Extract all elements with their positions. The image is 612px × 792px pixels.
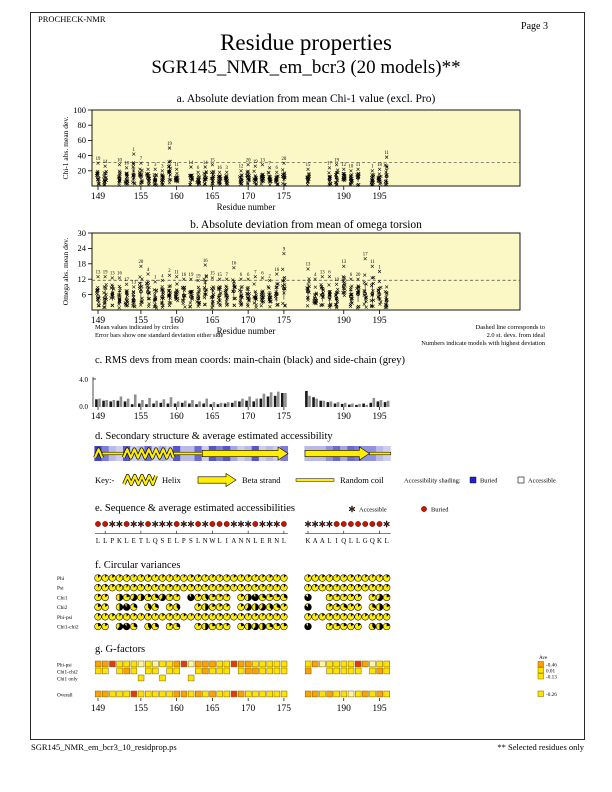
svg-text:N: N: [202, 538, 208, 545]
svg-text:L: L: [327, 538, 332, 545]
svg-text:Accessible: Accessible: [528, 477, 556, 485]
app-label: PROCHECK-NMR: [38, 14, 106, 24]
svg-text:12: 12: [77, 274, 86, 284]
svg-text:L: L: [217, 538, 222, 545]
svg-text:N: N: [238, 538, 244, 545]
svg-text:165: 165: [205, 192, 220, 202]
section-d-title: d. Secondary structure & average estimated accessibility: [95, 431, 333, 442]
svg-text:11: 11: [355, 163, 361, 169]
svg-text:15: 15: [210, 158, 215, 164]
svg-text:17: 17: [124, 278, 129, 284]
svg-text:13: 13: [95, 270, 101, 276]
svg-text:40: 40: [77, 150, 86, 161]
svg-text:19: 19: [252, 160, 258, 166]
svg-text:195: 195: [372, 704, 387, 714]
svg-text:80: 80: [77, 120, 86, 130]
svg-text:160: 160: [169, 704, 184, 714]
svg-text:149: 149: [90, 316, 106, 326]
footnote-model-numbers: Numbers indicate models with highest deviation: [421, 340, 545, 347]
svg-text:155: 155: [133, 316, 149, 326]
svg-text:7: 7: [254, 270, 257, 276]
svg-text:11: 11: [174, 163, 179, 169]
page-title: Residue properties: [220, 30, 392, 55]
svg-text:-0.46: -0.46: [546, 662, 557, 669]
svg-text:Chi1 only: Chi1 only: [57, 676, 78, 683]
svg-text:30: 30: [77, 227, 86, 238]
svg-text:16: 16: [274, 267, 280, 273]
svg-text:11: 11: [370, 260, 375, 266]
svg-text:L: L: [355, 538, 361, 545]
svg-text:1: 1: [371, 164, 374, 170]
svg-text:175: 175: [276, 704, 292, 714]
svg-text:6: 6: [275, 166, 278, 172]
svg-text:1: 1: [132, 147, 135, 153]
svg-text:-0.26: -0.26: [546, 692, 557, 698]
svg-text:3: 3: [153, 163, 157, 169]
svg-text:Accessible: Accessible: [359, 506, 387, 514]
svg-text:Key:-: Key:-: [95, 475, 115, 485]
svg-text:0.0: 0.0: [79, 403, 88, 411]
svg-text:Psi: Psi: [57, 585, 64, 592]
svg-text:Beta strand: Beta strand: [242, 475, 281, 485]
svg-text:155: 155: [133, 412, 149, 422]
svg-text:10: 10: [348, 164, 354, 170]
svg-text:4.0: 4.0: [79, 376, 88, 384]
svg-text:20: 20: [245, 158, 251, 164]
svg-text:19: 19: [167, 141, 172, 147]
svg-text:0.01: 0.01: [546, 668, 556, 675]
svg-text:13: 13: [131, 280, 137, 286]
svg-text:175: 175: [276, 412, 292, 422]
svg-text:13: 13: [260, 158, 265, 164]
svg-text:100: 100: [73, 104, 86, 115]
svg-text:6: 6: [349, 273, 353, 278]
svg-text:1: 1: [153, 275, 157, 281]
svg-text:K: K: [377, 538, 382, 545]
svg-text:6: 6: [196, 166, 200, 172]
svg-text:Chi1: Chi1: [57, 595, 68, 602]
svg-text:T: T: [138, 538, 143, 545]
svg-text:20: 20: [355, 273, 361, 278]
svg-text:170: 170: [241, 192, 256, 202]
svg-text:L: L: [103, 538, 108, 545]
svg-text:L: L: [145, 538, 151, 545]
svg-text:L: L: [281, 538, 286, 545]
svg-text:149: 149: [90, 412, 106, 422]
chart-c-rms-devs: [79, 376, 389, 422]
svg-text:195: 195: [372, 192, 387, 202]
svg-text:19: 19: [334, 158, 339, 164]
svg-text:-0.13: -0.13: [546, 674, 557, 681]
svg-text:11: 11: [384, 150, 389, 156]
svg-text:13: 13: [109, 271, 115, 277]
svg-text:20: 20: [281, 157, 287, 162]
chart-a-chi1-deviation: [61, 105, 520, 212]
svg-text:9: 9: [282, 247, 286, 253]
svg-text:3: 3: [225, 166, 228, 172]
svg-text:18: 18: [77, 258, 86, 269]
svg-text:K: K: [116, 538, 122, 545]
svg-text:1: 1: [378, 265, 381, 271]
svg-text:165: 165: [205, 412, 220, 422]
svg-text:190: 190: [336, 412, 351, 422]
svg-text:165: 165: [205, 316, 220, 326]
svg-text:6: 6: [81, 289, 86, 300]
svg-text:P: P: [110, 538, 115, 545]
svg-text:W: W: [209, 538, 216, 545]
svg-text:195: 195: [372, 316, 387, 326]
svg-text:E: E: [131, 538, 136, 545]
svg-text:Overall: Overall: [57, 692, 73, 699]
svg-text:L: L: [196, 538, 201, 545]
svg-text:L: L: [253, 538, 258, 545]
svg-text:19: 19: [95, 157, 101, 162]
svg-text:N: N: [245, 538, 251, 545]
svg-text:S: S: [189, 538, 193, 545]
svg-text:Q: Q: [341, 538, 347, 545]
footnote-dashed-line-1: Dashed line corresponds to: [475, 324, 545, 331]
svg-text:10: 10: [117, 158, 122, 164]
svg-text:L: L: [384, 538, 389, 545]
svg-text:3: 3: [161, 164, 164, 170]
svg-text:14: 14: [102, 160, 108, 166]
page-number: Page 3: [521, 21, 548, 32]
svg-text:I: I: [335, 538, 338, 545]
svg-text:L: L: [348, 538, 353, 545]
svg-text:155: 155: [133, 704, 149, 714]
svg-text:11: 11: [174, 270, 179, 276]
svg-text:Q: Q: [152, 538, 158, 545]
svg-text:20: 20: [77, 165, 86, 176]
svg-text:15: 15: [210, 271, 215, 277]
svg-text:155: 155: [133, 192, 149, 202]
section-g-title: g. G-factors: [95, 644, 146, 655]
svg-text:16: 16: [202, 258, 208, 264]
svg-text:17: 17: [327, 161, 332, 167]
svg-text:17: 17: [362, 252, 368, 258]
svg-text:149: 149: [90, 192, 106, 202]
section-c-title: c. RMS devs from mean coords: main-chain (black) and side-chain (grey): [95, 355, 405, 366]
svg-text:Q: Q: [369, 538, 375, 545]
svg-text:7: 7: [225, 273, 228, 278]
svg-text:12: 12: [341, 163, 347, 169]
svg-text:13: 13: [319, 270, 325, 276]
svg-text:Residue number: Residue number: [216, 326, 276, 336]
svg-text:7: 7: [139, 157, 143, 162]
svg-text:4: 4: [161, 274, 164, 280]
svg-text:Chi2: Chi2: [57, 605, 68, 612]
svg-text:12: 12: [238, 164, 244, 170]
svg-text:190: 190: [336, 316, 351, 326]
svg-text:19: 19: [102, 270, 108, 276]
svg-text:19: 19: [188, 273, 194, 278]
footnote-error-bars: Error bars show one standard deviation either side: [95, 332, 224, 339]
svg-text:18: 18: [124, 161, 129, 167]
svg-text:7: 7: [268, 161, 271, 167]
svg-text:E: E: [260, 538, 265, 545]
svg-text:170: 170: [241, 316, 256, 326]
svg-text:3: 3: [146, 163, 150, 169]
svg-text:16: 16: [181, 273, 187, 278]
footer-selected-note: ** Selected residues only: [497, 742, 584, 752]
svg-text:170: 170: [241, 704, 256, 714]
svg-text:13: 13: [341, 260, 347, 266]
svg-text:S: S: [160, 538, 165, 545]
svg-text:Phi-psi: Phi-psi: [57, 662, 72, 669]
svg-text:149: 149: [90, 704, 106, 714]
svg-text:L: L: [124, 538, 129, 545]
svg-text:Residue number: Residue number: [216, 202, 276, 212]
svg-text:195: 195: [372, 412, 387, 422]
svg-text:24: 24: [77, 243, 86, 254]
svg-text:Helix: Helix: [162, 475, 181, 485]
chart-b-title: b. Absolute deviation from mean of omega torsion: [190, 219, 422, 231]
svg-text:175: 175: [276, 192, 292, 202]
chart-b-omega-deviation: [61, 228, 520, 336]
svg-text:I: I: [225, 538, 228, 545]
circular-variances-rows: [57, 575, 390, 631]
svg-text:Chi-1 abs. mean dev.: Chi-1 abs. mean dev.: [61, 116, 70, 180]
svg-text:18: 18: [377, 163, 382, 169]
footer-filename: SGR145_NMR_em_bcr3_10_residprop.ps: [31, 742, 177, 752]
svg-text:6: 6: [246, 273, 250, 278]
svg-text:6: 6: [261, 271, 264, 277]
svg-text:14: 14: [202, 160, 208, 166]
svg-text:2: 2: [268, 274, 271, 280]
svg-text:A: A: [312, 538, 318, 545]
svg-text:Accessibility shading:: Accessibility shading:: [404, 477, 461, 485]
svg-text:15: 15: [305, 163, 311, 169]
svg-text:L: L: [95, 538, 101, 545]
svg-text:16: 16: [217, 166, 222, 172]
footnote-mean-circles: Mean values indicated by circles: [95, 324, 179, 331]
svg-text:160: 160: [169, 316, 184, 326]
svg-text:13: 13: [305, 262, 311, 268]
svg-text:6: 6: [328, 270, 331, 276]
section-e-title: e. Sequence & average estimated accessibilities: [95, 503, 295, 514]
svg-text:15: 15: [217, 273, 222, 278]
svg-text:Chi1-chi2: Chi1-chi2: [57, 669, 78, 676]
svg-text:20: 20: [138, 260, 144, 266]
svg-text:14: 14: [188, 160, 194, 166]
svg-text:Ave: Ave: [539, 655, 548, 661]
svg-text:Phi-psi: Phi-psi: [57, 614, 73, 621]
svg-text:6: 6: [239, 273, 243, 278]
svg-text:60: 60: [77, 135, 86, 146]
svg-text:19: 19: [195, 274, 201, 280]
svg-text:L: L: [174, 538, 179, 545]
svg-text:G: G: [362, 538, 368, 545]
svg-text:160: 160: [169, 192, 184, 202]
svg-text:10: 10: [334, 278, 339, 284]
g-factors-rows: [57, 655, 557, 714]
svg-text:160: 160: [169, 412, 184, 422]
svg-text:N: N: [274, 538, 280, 545]
footnote-dashed-line-2: 2.0 st. devs. from ideal: [486, 332, 545, 339]
svg-text:190: 190: [336, 704, 351, 714]
svg-text:2: 2: [168, 269, 171, 275]
chart-a-title: a. Absolute deviation from mean Chi-1 value (excl. Pro): [176, 93, 436, 105]
svg-text:16: 16: [231, 261, 237, 267]
svg-text:E: E: [167, 538, 172, 545]
svg-text:A: A: [231, 538, 237, 545]
svg-text:175: 175: [276, 316, 292, 326]
svg-text:170: 170: [241, 412, 256, 422]
svg-text:K: K: [305, 538, 311, 545]
svg-text:190: 190: [336, 192, 351, 202]
svg-text:Phi: Phi: [57, 576, 65, 582]
svg-text:4: 4: [313, 273, 317, 278]
svg-text:4: 4: [146, 267, 150, 273]
svg-text:Buried: Buried: [480, 477, 498, 485]
svg-text:R: R: [267, 538, 272, 545]
svg-text:Random coil: Random coil: [340, 475, 384, 485]
svg-text:Buried: Buried: [431, 506, 449, 514]
page-subtitle: SGR145_NMR_em_bcr3 (20 models)**: [151, 57, 461, 78]
svg-text:16: 16: [117, 271, 122, 277]
svg-text:165: 165: [205, 704, 220, 714]
svg-text:Chi1-chi2: Chi1-chi2: [57, 624, 79, 631]
svg-text:P: P: [181, 538, 186, 545]
section-f-title: f. Circular variances: [95, 560, 181, 571]
svg-text:Omega abs. mean dev.: Omega abs. mean dev.: [61, 237, 70, 306]
svg-text:A: A: [319, 538, 325, 545]
